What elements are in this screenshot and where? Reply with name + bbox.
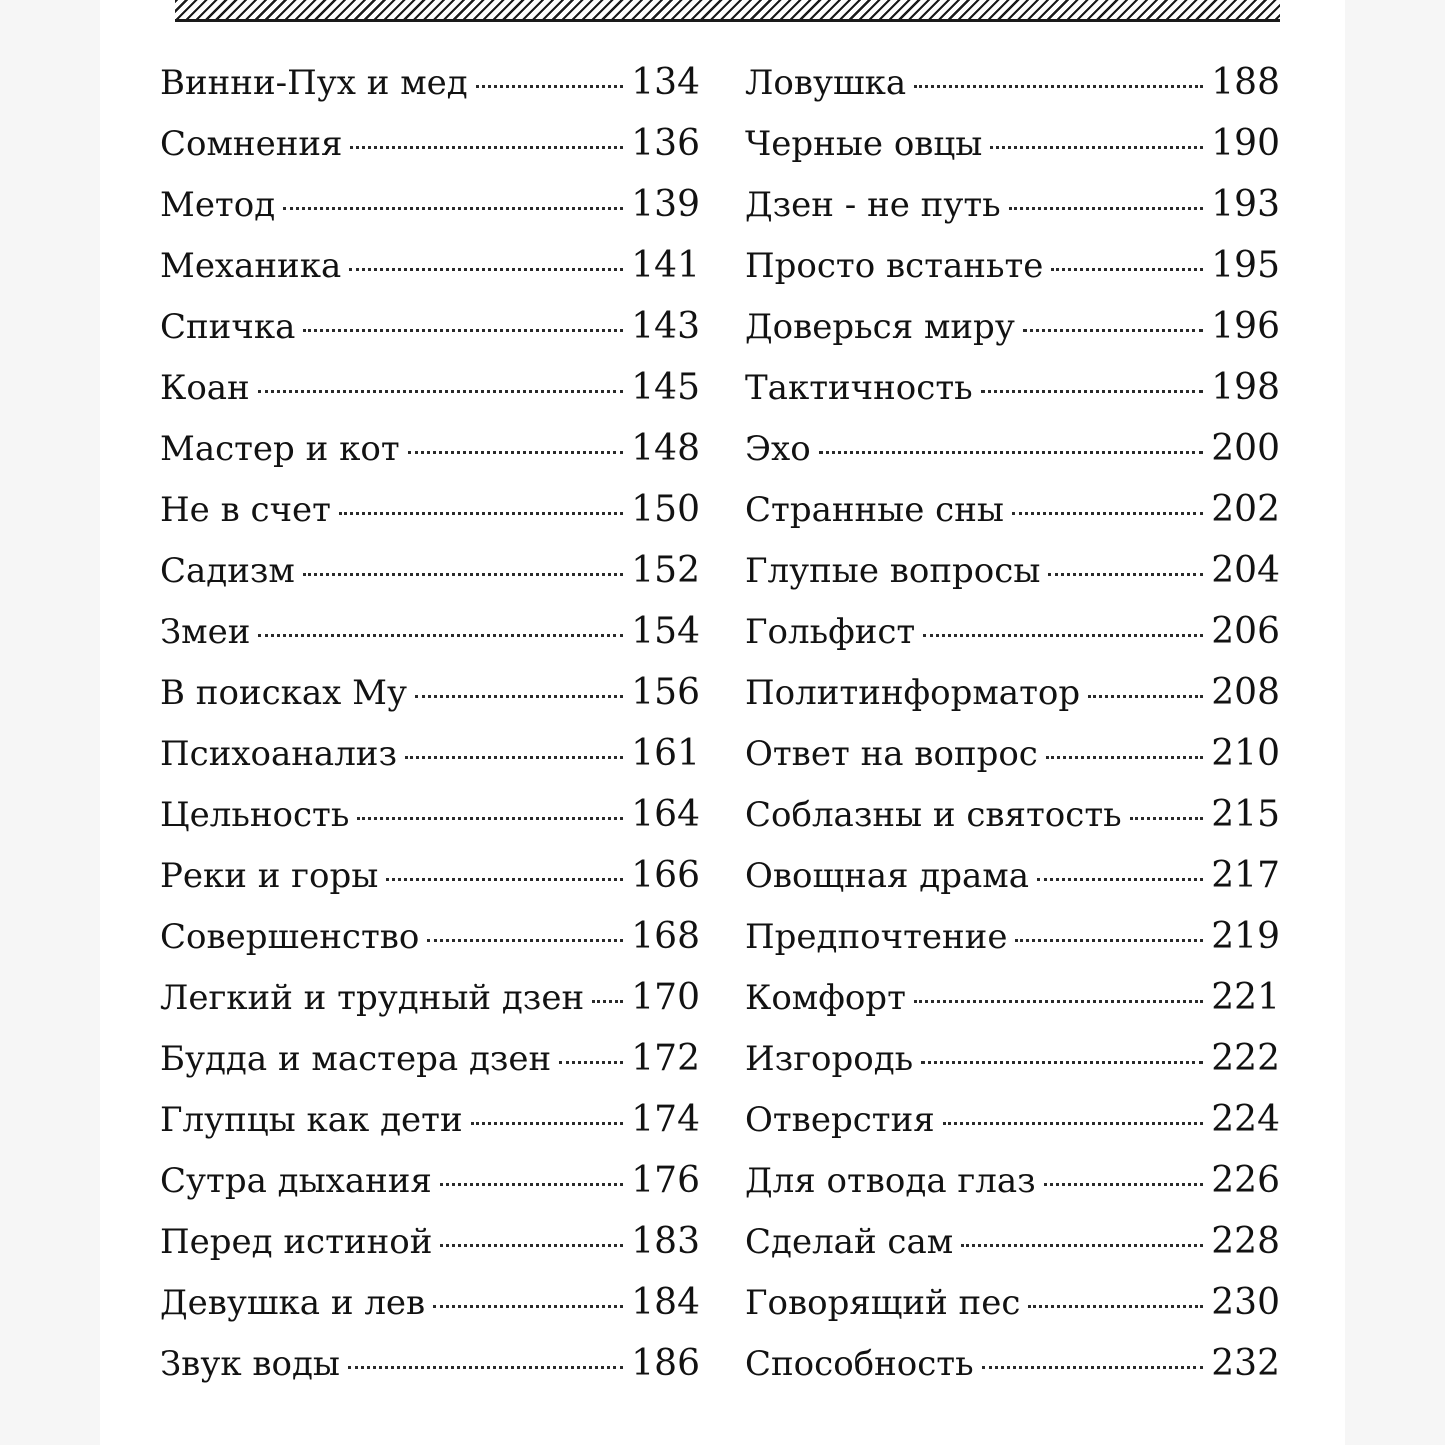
toc-entry-title: Не в счет	[160, 490, 331, 530]
toc-entry	[745, 611, 1280, 672]
toc-entry-page-number: 166	[631, 855, 700, 896]
toc-entry	[160, 306, 700, 367]
toc-entry-title: Соблазны и святость	[745, 795, 1122, 835]
toc-entry	[745, 977, 1280, 1038]
dot-leader	[405, 756, 623, 759]
toc-entry-title: Эхо	[745, 429, 811, 469]
toc-entry-page-number: 232	[1211, 1343, 1280, 1384]
toc-entry	[745, 1343, 1280, 1404]
toc-entry-title: Мастер и кот	[160, 429, 400, 469]
dot-leader	[1046, 756, 1203, 759]
toc-entry-page-number: 228	[1211, 1221, 1280, 1262]
toc-entry-page-number: 174	[631, 1099, 700, 1140]
dot-leader	[923, 634, 1203, 637]
toc-entry	[160, 184, 700, 245]
dot-leader	[339, 512, 623, 515]
dot-leader	[357, 817, 623, 820]
toc-entry-page-number: 141	[631, 245, 700, 286]
toc-entry-title: Совершенство	[160, 917, 420, 957]
toc-entry-title: Реки и горы	[160, 856, 379, 896]
toc-entry-page-number: 204	[1211, 550, 1280, 591]
dot-leader	[961, 1244, 1203, 1247]
toc-entry-title: Гольфист	[745, 612, 916, 652]
toc-entry	[160, 1099, 700, 1160]
toc-entry-title: Метод	[160, 185, 276, 225]
toc-entry	[745, 1099, 1280, 1160]
toc-entry-title: Комфорт	[745, 978, 906, 1018]
toc-entry-page-number: 152	[631, 550, 700, 591]
toc-entry-page-number: 196	[1211, 306, 1280, 347]
toc-entry-title: Доверься миру	[745, 307, 1015, 347]
dot-leader	[348, 1366, 623, 1369]
toc-entry	[745, 489, 1280, 550]
toc-entry-title: Коан	[160, 368, 250, 408]
toc-entry-page-number: 219	[1211, 916, 1280, 957]
toc-entry	[160, 1343, 700, 1404]
toc-entry-page-number: 217	[1211, 855, 1280, 896]
toc-entry-title: Отверстия	[745, 1100, 935, 1140]
toc-entry	[160, 1221, 700, 1282]
toc-entry-page-number: 154	[631, 611, 700, 652]
toc-entry-page-number: 190	[1211, 123, 1280, 164]
toc-entry	[160, 1282, 700, 1343]
toc-entry	[160, 428, 700, 489]
toc-entry-title: Сомнения	[160, 124, 343, 164]
toc-entry	[160, 1038, 700, 1099]
dot-leader	[943, 1122, 1204, 1125]
toc-entry-title: Говорящий пес	[745, 1283, 1021, 1323]
dot-leader	[819, 451, 1204, 454]
toc-entry-title: Змеи	[160, 612, 251, 652]
dot-leader	[1088, 695, 1203, 698]
toc-entry-page-number: 226	[1211, 1160, 1280, 1201]
toc-entry-title: Просто встаньте	[745, 246, 1044, 286]
toc-entry-title: Овощная драма	[745, 856, 1029, 896]
toc-entry-title: Психоанализ	[160, 734, 398, 774]
toc-entry	[745, 62, 1280, 123]
toc-entry	[745, 306, 1280, 367]
toc-entry-title: Глупые вопросы	[745, 551, 1041, 591]
toc-entry	[160, 367, 700, 428]
dot-leader	[1023, 329, 1203, 332]
toc-entry-title: Глупцы как дети	[160, 1100, 463, 1140]
toc-entry-page-number: 170	[631, 977, 700, 1018]
toc-entry-title: Ответ на вопрос	[745, 734, 1038, 774]
dot-leader	[914, 85, 1203, 88]
toc-entry-page-number: 164	[631, 794, 700, 835]
toc-entry	[745, 916, 1280, 977]
toc-entry-page-number: 195	[1211, 245, 1280, 286]
dot-leader	[981, 390, 1204, 393]
toc-entry-page-number: 148	[631, 428, 700, 469]
toc-entry	[745, 184, 1280, 245]
toc-entry	[745, 855, 1280, 916]
toc-entry-page-number: 161	[631, 733, 700, 774]
toc-entry	[745, 123, 1280, 184]
toc-entry-page-number: 145	[631, 367, 700, 408]
toc-entry-title: В поисках Му	[160, 673, 407, 713]
toc-entry-page-number: 139	[631, 184, 700, 225]
dot-leader	[303, 573, 623, 576]
toc-entry	[745, 672, 1280, 733]
dot-leader	[440, 1183, 623, 1186]
toc-entry-title: Девушка и лев	[160, 1283, 426, 1323]
toc-entry	[160, 550, 700, 611]
toc-entry	[745, 1221, 1280, 1282]
toc-entry-title: Ловушка	[745, 63, 907, 103]
toc-entry-title: Механика	[160, 246, 342, 286]
toc-entry-title: Звук воды	[160, 1344, 340, 1384]
toc-entry-title: Черные овцы	[745, 124, 983, 164]
toc-entry-page-number: 168	[631, 916, 700, 957]
toc-entry	[160, 1160, 700, 1221]
toc-entry	[745, 794, 1280, 855]
toc-entry-page-number: 136	[631, 123, 700, 164]
toc-entry	[160, 733, 700, 794]
toc-entry	[160, 611, 700, 672]
toc-entry-page-number: 200	[1211, 428, 1280, 469]
toc-column-left	[160, 62, 700, 1404]
dot-leader	[476, 85, 624, 88]
toc-column-right	[745, 62, 1280, 1404]
toc-entry	[160, 977, 700, 1038]
toc-entry-title: Для отвода глаз	[745, 1161, 1036, 1201]
toc-entry-page-number: 215	[1211, 794, 1280, 835]
dot-leader	[350, 146, 623, 149]
dot-leader	[914, 1000, 1203, 1003]
toc-entry-page-number: 206	[1211, 611, 1280, 652]
toc-entry-page-number: 230	[1211, 1282, 1280, 1323]
dot-leader	[283, 207, 623, 210]
dot-leader	[1028, 1305, 1203, 1308]
left-margin	[0, 0, 100, 1445]
toc-entry-page-number: 224	[1211, 1099, 1280, 1140]
toc-entry-page-number: 186	[631, 1343, 700, 1384]
dot-leader	[258, 390, 624, 393]
toc-entry-title: Легкий и трудный дзен	[160, 978, 585, 1018]
toc-entry-page-number: 143	[631, 306, 700, 347]
dot-leader	[386, 878, 623, 881]
dot-leader	[982, 1366, 1204, 1369]
dot-leader	[921, 1061, 1203, 1064]
dot-leader	[1051, 268, 1203, 271]
toc-entry	[745, 550, 1280, 611]
dot-leader	[1037, 878, 1203, 881]
toc-entry-page-number: 193	[1211, 184, 1280, 225]
toc-entry-title: Предпочтение	[745, 917, 1008, 957]
dot-leader	[592, 1000, 623, 1003]
toc-entry	[160, 489, 700, 550]
toc-entry-title: Дзен - не путь	[745, 185, 1001, 225]
toc-entry	[745, 245, 1280, 306]
toc-entry-title: Сутра дыхания	[160, 1161, 432, 1201]
toc-entry-page-number: 210	[1211, 733, 1280, 774]
toc-entry-page-number: 184	[631, 1282, 700, 1323]
toc-entry-title: Политинформатор	[745, 673, 1081, 713]
dot-leader	[427, 939, 623, 942]
dot-leader	[408, 451, 624, 454]
header-ornament-border	[175, 0, 1280, 22]
dot-leader	[415, 695, 623, 698]
dot-leader	[1130, 817, 1204, 820]
dot-leader	[559, 1061, 623, 1064]
toc-entry	[160, 672, 700, 733]
dot-leader	[990, 146, 1203, 149]
toc-entry	[745, 1038, 1280, 1099]
toc-entry-page-number: 198	[1211, 367, 1280, 408]
dot-leader	[1012, 512, 1203, 515]
dot-leader	[349, 268, 623, 271]
toc-entry-page-number: 150	[631, 489, 700, 530]
toc-entry	[745, 428, 1280, 489]
dot-leader	[471, 1122, 624, 1125]
toc-entry	[160, 62, 700, 123]
toc-entry-page-number: 188	[1211, 62, 1280, 103]
dot-leader	[433, 1305, 623, 1308]
toc-entry	[745, 733, 1280, 794]
toc-entry-title: Цельность	[160, 795, 350, 835]
toc-entry-title: Перед истиной	[160, 1222, 433, 1262]
toc-entry-page-number: 172	[631, 1038, 700, 1079]
toc-entry	[745, 1282, 1280, 1343]
toc-entry-page-number: 202	[1211, 489, 1280, 530]
toc-entry	[160, 794, 700, 855]
toc-entry-title: Способность	[745, 1344, 974, 1384]
toc-entry-title: Странные сны	[745, 490, 1004, 530]
toc-entry-page-number: 134	[631, 62, 700, 103]
toc-entry	[745, 1160, 1280, 1221]
toc-entry-page-number: 221	[1211, 977, 1280, 1018]
toc-entry-title: Тактичность	[745, 368, 973, 408]
dot-leader	[1009, 207, 1204, 210]
toc-entry-title: Спичка	[160, 307, 296, 347]
toc-entry-page-number: 156	[631, 672, 700, 713]
toc-entry-title: Садизм	[160, 551, 295, 591]
dot-leader	[1044, 1183, 1204, 1186]
toc-entry-title: Винни-Пух и мед	[160, 63, 468, 103]
dot-leader	[258, 634, 623, 637]
toc-entry-page-number: 183	[631, 1221, 700, 1262]
toc-entry	[160, 245, 700, 306]
dot-leader	[1015, 939, 1203, 942]
toc-entry-page-number: 208	[1211, 672, 1280, 713]
toc-entry	[745, 367, 1280, 428]
dot-leader	[1048, 573, 1203, 576]
dot-leader	[303, 329, 623, 332]
toc-entry-title: Изгородь	[745, 1039, 914, 1079]
right-margin	[1345, 0, 1445, 1445]
toc-entry-page-number: 176	[631, 1160, 700, 1201]
toc-entry-page-number: 222	[1211, 1038, 1280, 1079]
toc-entry	[160, 855, 700, 916]
toc-entry	[160, 916, 700, 977]
toc-entry	[160, 123, 700, 184]
toc-entry-title: Сделай сам	[745, 1222, 954, 1262]
dot-leader	[440, 1244, 623, 1247]
toc-entry-title: Будда и мастера дзен	[160, 1039, 552, 1079]
